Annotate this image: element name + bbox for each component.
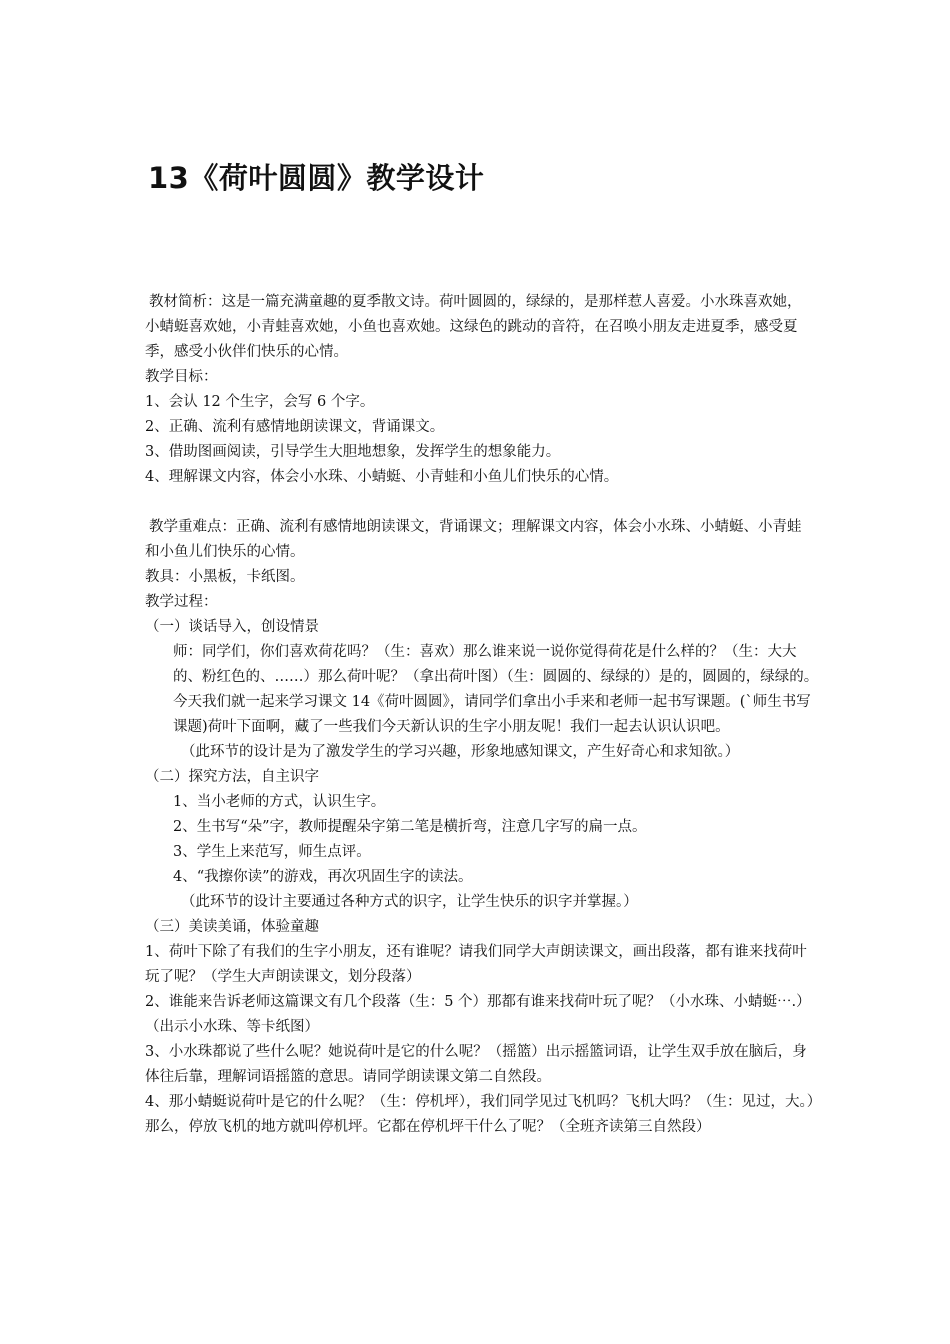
document-title: 13《荷叶圆圆》教学设计 (148, 161, 485, 195)
section-item: 4、那小蜻蜓说荷叶是它的什么呢？（生：停机坪），我们同学见过飞机吗？飞机大吗？（生：见过，大。）那么，停放飞机的地方就叫停机坪。它都在停机坪干什么了呢？（全班齐读第三自然段） (145, 1094, 814, 1135)
section-heading: （三）美读美诵，体验童趣 (145, 919, 319, 935)
paragraph-spacer (145, 490, 815, 515)
section-heading: （二）探究方法，自主识字 (145, 769, 319, 785)
goal-item: 1、会认 12 个生字，会写 6 个字。 (145, 394, 375, 410)
section-item: 2、生书写“朵”字，教师提醒朵字第二笔是横折弯，注意几字写的扁一点。 (173, 819, 647, 835)
section-paragraph: 师：同学们，你们喜欢荷花吗？（生：喜欢）那么谁来说一说你觉得荷花是什么样的？（生：大大的、粉红色的、……）那么荷叶呢？（拿出荷叶图）（生：圆圆的、绿绿的）是的，圆圆的，绿绿的。 今天我们就一起来学习课文 14《荷叶圆圆》，请同学们拿出小手来和老师一起书写课题。(`师生书写课题)荷叶下面啊，藏了一些我们今天新认识的生字小朋友呢！我们一起去认识认识吧。 (173, 644, 840, 735)
section-item: 1、荷叶下除了有我们的生字小朋友，还有谁呢？请我们同学大声朗读课文，画出段落，都有谁来找荷叶玩了呢？（学生大声朗读课文，划分段落） (145, 944, 807, 985)
section-item: 1、当小老师的方式，认识生字。 (173, 794, 386, 810)
tools-line: 教具：小黑板，卡纸图。 (145, 569, 305, 585)
process-heading: 教学过程： (145, 594, 218, 610)
section-item: 3、小水珠都说了些什么呢？她说荷叶是它的什么呢？（摇篮）出示摇篮词语，让学生双手放在脑后，身体往后靠，理解词语摇篮的意思。请同学朗读课文第二自然段。 (145, 1044, 807, 1085)
section-note: （此环节的设计主要通过各种方式的识字，让学生快乐的识字并掌握。） (181, 894, 638, 910)
section-item: 4、“我擦你读”的游戏，再次巩固生字的读法。 (173, 869, 473, 885)
goal-item: 3、借助图画阅读，引导学生大胆地想象，发挥学生的想象能力。 (145, 444, 561, 460)
goals-heading: 教学目标： (145, 369, 218, 385)
section-note: （此环节的设计是为了激发学生的学习兴趣，形象地感知课文，产生好奇心和求知欲。） (181, 744, 740, 760)
key-points-paragraph: 教学重难点：正确、流利有感情地朗读课文，背诵课文；理解课文内容，体会小水珠、小蜻蜓、小青蛙和小鱼儿们快乐的心情。 (145, 519, 802, 560)
section-item: 3、学生上来范写，师生点评。 (173, 844, 371, 860)
goal-item: 4、理解课文内容，体会小水珠、小蜻蜓、小青蛙和小鱼儿们快乐的心情。 (145, 469, 619, 485)
document-body (145, 290, 840, 1140)
section-item: 2、谁能来告诉老师这篇课文有几个段落（生：5 个）那都有谁来找荷叶玩了呢？（小水珠、小蜻蜓⋯.）（出示小水珠、等卡纸图） (145, 994, 811, 1035)
goal-item: 2、正确、流利有感情地朗读课文，背诵课文。 (145, 419, 445, 435)
section-heading: （一）谈话导入，创设情景 (145, 619, 319, 635)
analysis-paragraph: 教材简析：这是一篇充满童趣的夏季散文诗。荷叶圆圆的，绿绿的，是那样惹人喜爱。小水珠喜欢她，小蜻蜓喜欢她，小青蛙喜欢她，小鱼也喜欢她。这绿色的跳动的音符，在召唤小朋友走进夏季，感受夏季，感受小伙伴们快乐的心情。 (145, 294, 802, 360)
